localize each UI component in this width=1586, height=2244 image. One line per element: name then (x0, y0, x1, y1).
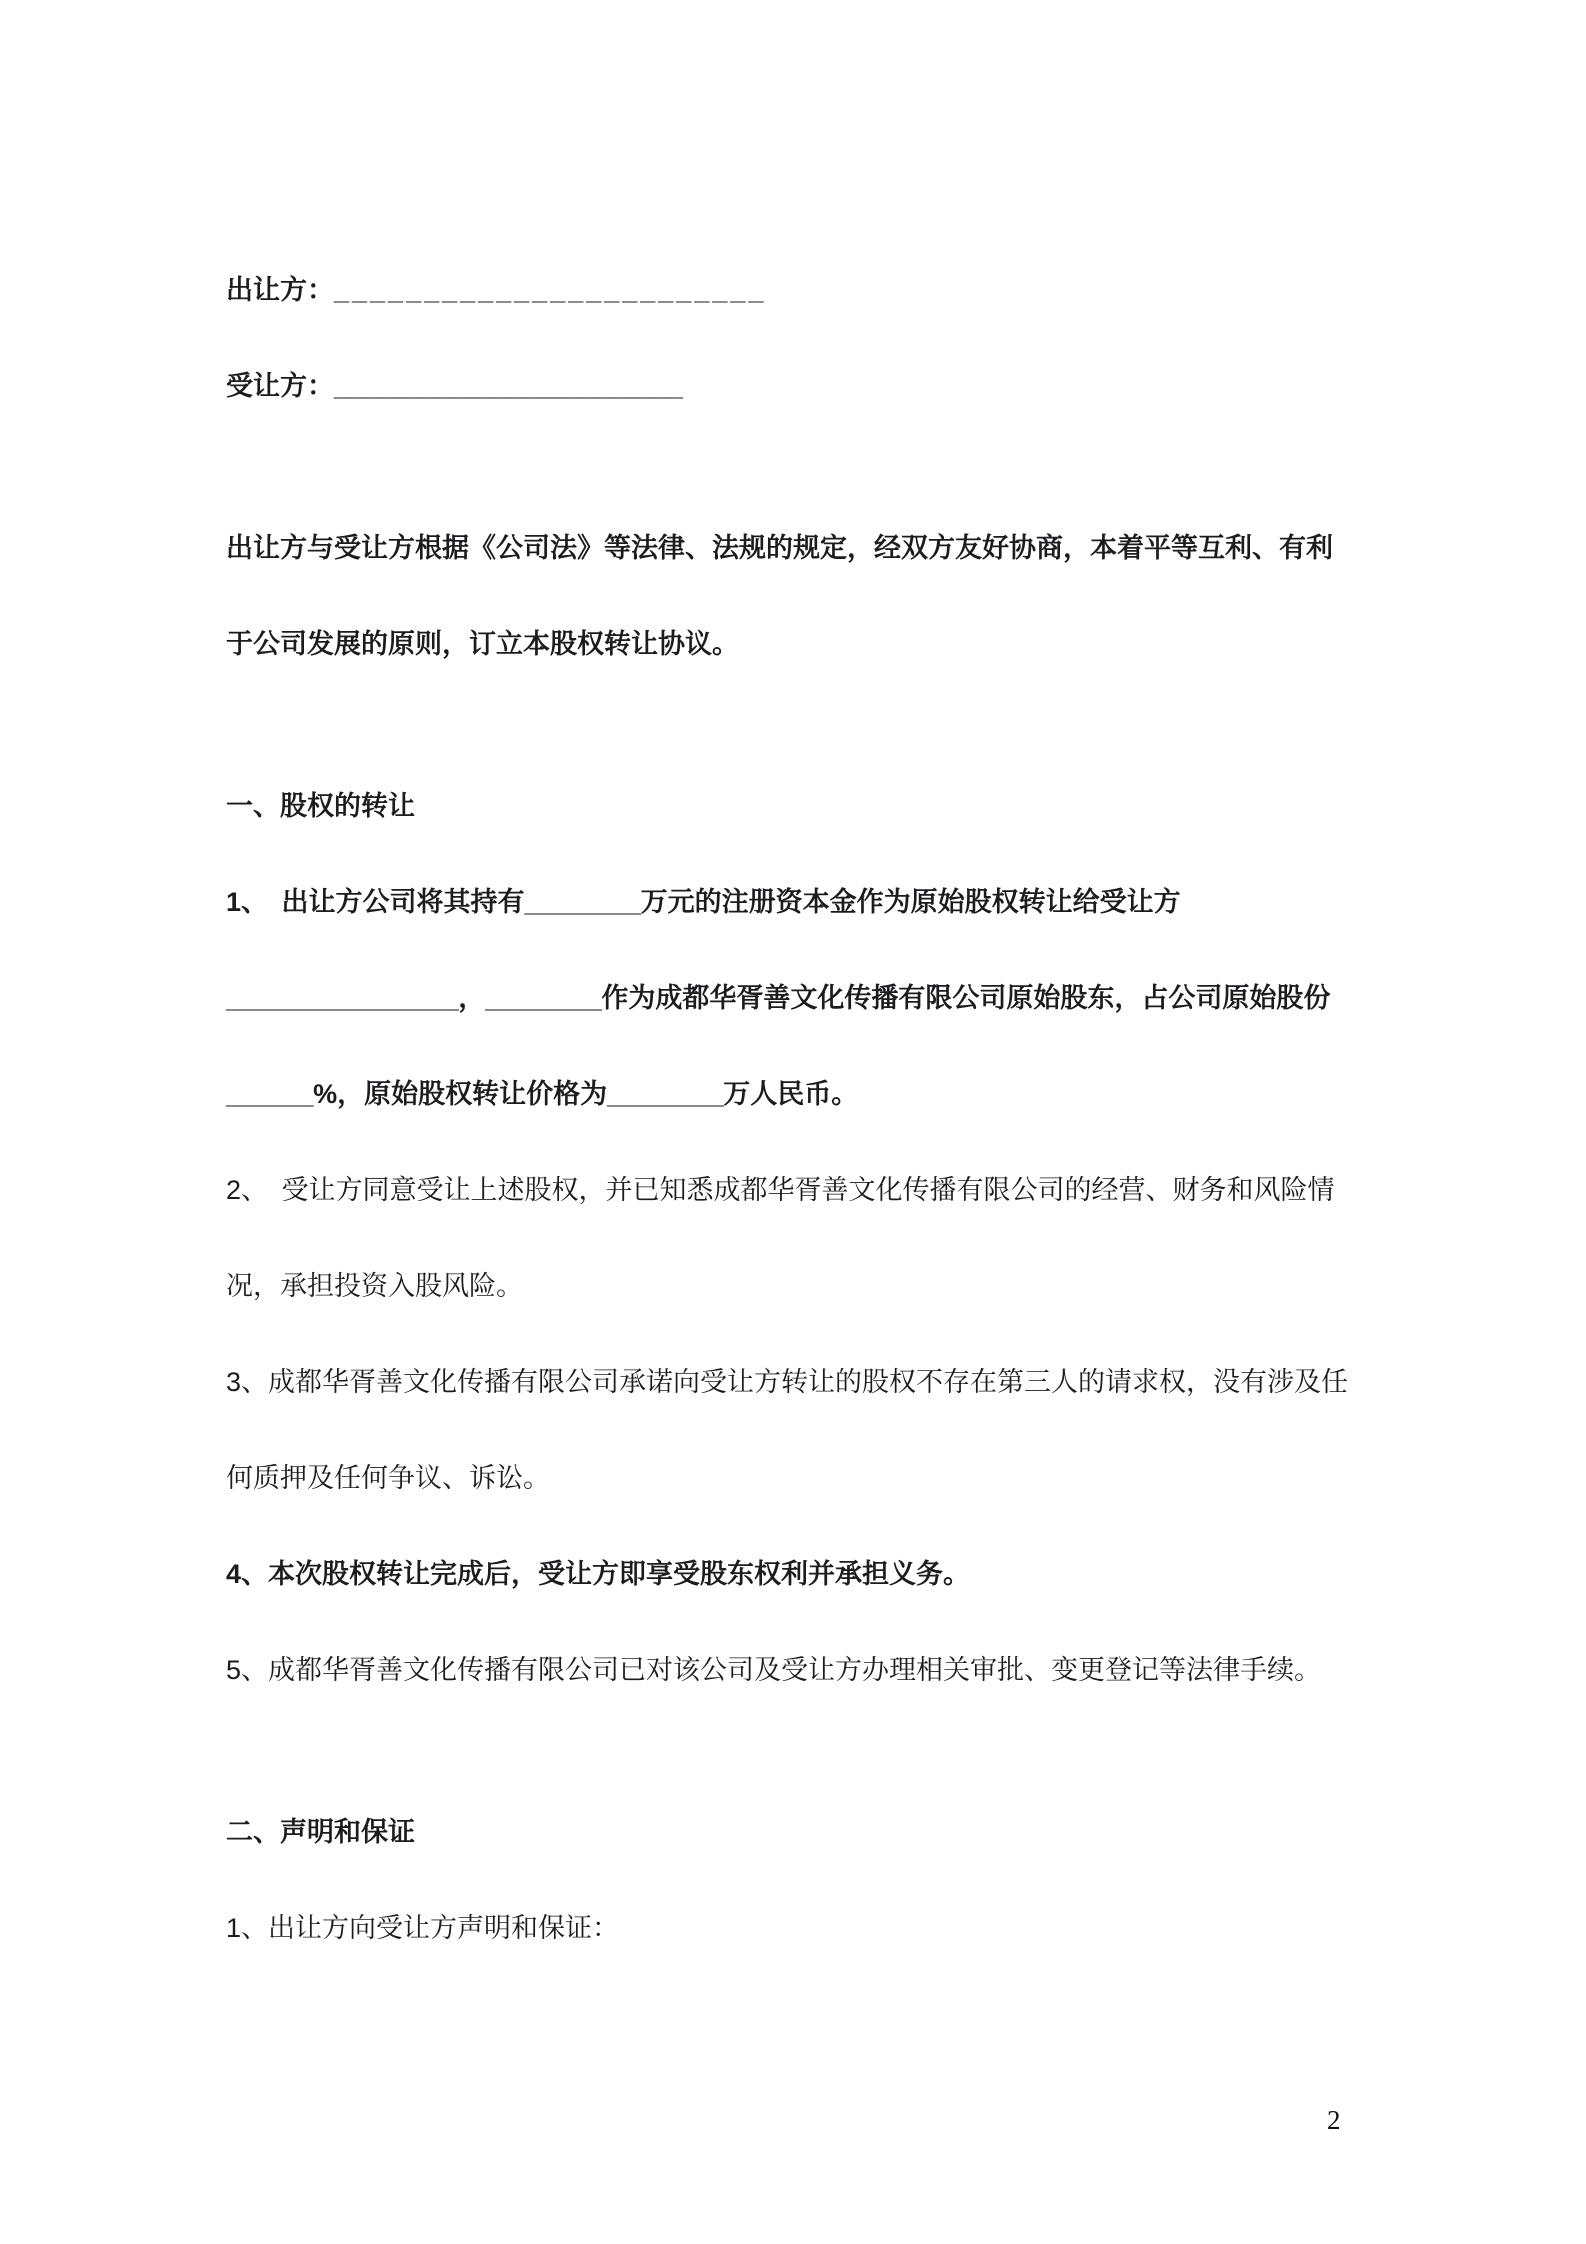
section-heading-2 (226, 1784, 1366, 1880)
page-number: 2 (1327, 2105, 1341, 2135)
transferor-line (226, 242, 1366, 338)
text-run: 1、出让方向受让方声明和保证： (226, 1913, 620, 1943)
doc-line (226, 1880, 1366, 1976)
fill-in-blank: ______ (226, 1079, 314, 1109)
text-run: 5、成都华胥善文化传播有限公司已对该公司及受让方办理相关审批、变更登记等法律手续。 (226, 1655, 1322, 1685)
doc-line (226, 1526, 1366, 1622)
text-run: 一、股权的转让 (226, 791, 415, 821)
text-run: ， (458, 983, 486, 1013)
fill-in-blank: ________ (524, 887, 641, 917)
text-run: 万人民币。 (723, 1079, 859, 1109)
doc-line (226, 596, 1366, 692)
text-run: %，原始股权转让价格为 (313, 1079, 608, 1109)
doc-line (226, 758, 1366, 854)
document-body (226, 242, 1366, 1976)
fill-in-blank: ________________ (226, 983, 459, 1013)
doc-line (226, 950, 1366, 1046)
text-run: 4、本次股权转让完成后，受让方即享受股东权利并承担义务。 (226, 1559, 971, 1589)
section-1-item-4 (226, 1526, 1366, 1622)
section-heading-1 (226, 758, 1366, 854)
section-1-item-5 (226, 1622, 1366, 1718)
doc-line (226, 242, 1366, 338)
doc-line (226, 854, 1366, 950)
text-run: 出让方与受让方根据《公司法》等法律、法规的规定，经双方友好协商，本着平等互利、有利 (226, 533, 1333, 563)
fill-in-blank: ________ (485, 983, 602, 1013)
section-1-item-1 (226, 854, 1366, 1142)
text-run: 出让方： (226, 275, 334, 305)
transferee-line (226, 338, 1366, 434)
intro-paragraph (226, 500, 1366, 692)
section-1-item-3 (226, 1334, 1366, 1526)
doc-line (226, 1622, 1366, 1718)
doc-line (226, 338, 1366, 434)
text-run: 于公司发展的原则，订立本股权转让协议。 (226, 629, 739, 659)
doc-line (226, 1334, 1366, 1430)
doc-line (226, 500, 1366, 596)
doc-line (226, 1238, 1366, 1334)
text-run: 何质押及任何争议、诉讼。 (226, 1463, 550, 1493)
text-run: 况，承担投资入股风险。 (226, 1271, 523, 1301)
section-2-item-1 (226, 1880, 1366, 1976)
doc-line (226, 1046, 1366, 1142)
text-run: 二、声明和保证 (226, 1817, 415, 1847)
text-run: 1、 出让方公司将其持有 (226, 887, 525, 917)
fill-in-blank: ________ (607, 1079, 724, 1109)
text-run: 2、 受让方同意受让上述股权，并已知悉成都华胥善文化传播有限公司的经营、财务和风险情 (226, 1175, 1335, 1205)
doc-line (226, 1430, 1366, 1526)
fill-in-blank: ________________________ (334, 275, 767, 305)
doc-line (226, 1142, 1366, 1238)
section-1-item-2 (226, 1142, 1366, 1334)
doc-line (226, 1784, 1366, 1880)
text-run: 万元的注册资本金作为原始股权转让给受让方 (640, 887, 1181, 917)
fill-in-blank: ________________________ (334, 371, 683, 401)
text-run: 3、成都华胥善文化传播有限公司承诺向受让方转让的股权不存在第三人的请求权，没有涉及任 (226, 1367, 1349, 1397)
text-run: 受让方： (226, 371, 334, 401)
text-run: 作为成都华胥善文化传播有限公司原始股东，占公司原始股份 (601, 983, 1331, 1013)
